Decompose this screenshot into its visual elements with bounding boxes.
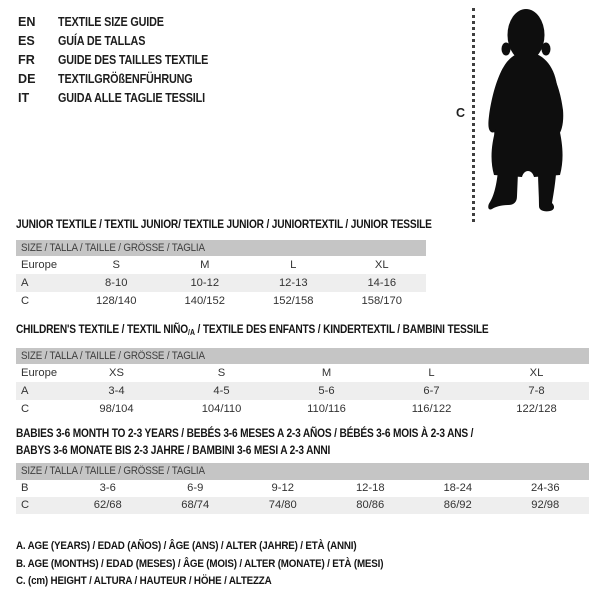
language-title: TEXTILE SIZE GUIDE (58, 15, 164, 29)
table-cell: 12-13 (278, 277, 308, 289)
column-header-s: S (112, 259, 120, 271)
junior-size-table (16, 240, 426, 310)
children-table-size-header (16, 348, 589, 364)
legend-line-c-text: C. (cm) HEIGHT / ALTURA / HAUTEUR / HÖHE / ALTEZZA (16, 575, 272, 587)
babies-section-title-line1 (16, 426, 548, 440)
row-label: C (21, 499, 30, 511)
babies-row-height (16, 497, 589, 514)
table-cell: 6-7 (423, 385, 440, 397)
table-cell: 98/104 (99, 403, 134, 415)
language-title: GUIDE DES TAILLES TEXTILE (58, 53, 209, 67)
table-cell: 3-4 (108, 385, 125, 397)
table-cell: 12-18 (355, 482, 385, 494)
row-label: C (21, 295, 30, 307)
column-header-europe: Europe (21, 367, 58, 379)
table-cell: 4-5 (213, 385, 230, 397)
children-section-title (16, 322, 565, 340)
column-header-m: M (200, 259, 210, 271)
column-header-xl: XL (529, 367, 544, 379)
table-cell: 5-6 (318, 385, 335, 397)
table-cell: 80/86 (356, 499, 385, 511)
children-section-title-text: CHILDREN'S TEXTILE / TEXTIL $NIÑO_{/A}$ / TEXTILE DES ENFANTS / KINDERTEXTIL / BAMBINI TESSILE (16, 322, 489, 337)
children-row-age (16, 382, 589, 400)
language-code: ES (18, 34, 35, 48)
height-dotted-line (472, 8, 475, 222)
babies-section-title-line2 (16, 443, 381, 457)
table-cell: 74/80 (268, 499, 297, 511)
column-header-m: M (321, 367, 332, 379)
table-cell: 158/170 (361, 295, 402, 307)
table-cell: 7-8 (528, 385, 545, 397)
table-cell: 18-24 (443, 482, 473, 494)
language-title-list (18, 13, 233, 108)
language-row-it (18, 89, 233, 108)
table-cell: 14-16 (367, 277, 397, 289)
language-row-es (18, 32, 233, 51)
size-header-text: SIZE / TALLA / TAILLE / GRÖSSE / TAGLIA (21, 465, 205, 477)
table-cell: 68/74 (181, 499, 210, 511)
junior-section-title-text: JUNIOR TEXTILE / TEXTIL JUNIOR/ TEXTILE JUNIOR / JUNIORTEXTIL / JUNIOR TESSILE (16, 217, 432, 231)
language-row-de (18, 70, 233, 89)
table-cell: 104/110 (201, 403, 242, 415)
table-cell: 6-9 (187, 482, 204, 494)
size-header-text: SIZE / TALLA / TAILLE / GRÖSSE / TAGLIA (21, 350, 205, 362)
legend (16, 538, 443, 591)
language-code: DE (18, 72, 36, 86)
babies-size-table (16, 463, 589, 514)
babies-title-line2-text: BABYS 3-6 MONATE BIS 2-3 JAHRE / BAMBINI 3-6 MESI A 2-3 ANNI (16, 443, 331, 457)
children-row-height (16, 400, 589, 418)
table-cell: 86/92 (443, 499, 472, 511)
row-label: A (21, 277, 29, 289)
language-title: TEXTILGRÖßENFÜHRUNG (58, 72, 193, 86)
language-code: FR (18, 53, 35, 67)
baby-silhouette-icon (486, 8, 576, 216)
language-title: GUÍA DE TALLAS (58, 34, 146, 48)
column-header-s: S (217, 367, 226, 379)
column-header-europe: Europe (21, 259, 58, 271)
table-cell: 116/122 (411, 403, 452, 415)
children-size-table (16, 348, 589, 418)
row-label: A (21, 385, 29, 397)
language-code: IT (18, 91, 30, 105)
table-cell: 122/128 (516, 403, 557, 415)
language-title: GUIDA ALLE TAGLIE TESSILI (58, 91, 205, 105)
column-header-xs: XS (109, 367, 124, 379)
column-header-xl: XL (374, 259, 389, 271)
table-cell: 62/68 (93, 499, 122, 511)
table-cell: 128/140 (96, 295, 137, 307)
row-label: B (21, 482, 29, 494)
language-code: EN (18, 15, 36, 29)
junior-table-size-header (16, 240, 426, 256)
legend-line-b-text: B. AGE (MONTHS) / EDAD (MESES) / ÂGE (MOIS) / ALTER (MONATE) / ETÀ (MESI) (16, 557, 384, 570)
junior-row-age (16, 274, 426, 292)
children-columns-row (16, 364, 589, 382)
table-cell: 9-12 (271, 482, 294, 494)
table-cell: 92/98 (531, 499, 560, 511)
language-row-fr (18, 51, 233, 70)
column-header-l: L (428, 367, 435, 379)
table-cell: 140/152 (184, 295, 225, 307)
legend-line-c (16, 573, 443, 591)
legend-line-a-text: A. AGE (YEARS) / EDAD (AÑOS) / ÂGE (ANS) / ALTER (JAHRE) / ETÀ (ANNI) (16, 540, 357, 552)
children-title-subscript: /A (188, 328, 195, 337)
babies-title-line1-text: BABIES 3-6 MONTH TO 2-3 YEARS / BEBÉS 3-6 MESES A 2-3 AÑOS / BÉBÉS 3-6 MOIS À 2-3 ANS / (16, 426, 474, 440)
table-cell: 3-6 (99, 482, 116, 494)
babies-table-size-header (16, 463, 589, 480)
height-measure-label: C (456, 106, 466, 120)
size-header-text: SIZE / TALLA / TAILLE / GRÖSSE / TAGLIA (21, 242, 205, 254)
table-cell: 10-12 (190, 277, 220, 289)
table-cell: 110/116 (307, 403, 346, 415)
legend-line-b (16, 556, 443, 574)
row-label: C (21, 403, 30, 415)
language-row-en (18, 13, 233, 32)
junior-section-title (16, 217, 499, 231)
junior-row-height (16, 292, 426, 310)
table-cell: 152/158 (273, 295, 314, 307)
babies-row-age (16, 480, 589, 497)
table-cell: 24-36 (530, 482, 560, 494)
table-cell: 8-10 (105, 277, 128, 289)
junior-columns-row (16, 256, 426, 274)
legend-line-a (16, 538, 443, 556)
column-header-l: L (290, 259, 297, 271)
